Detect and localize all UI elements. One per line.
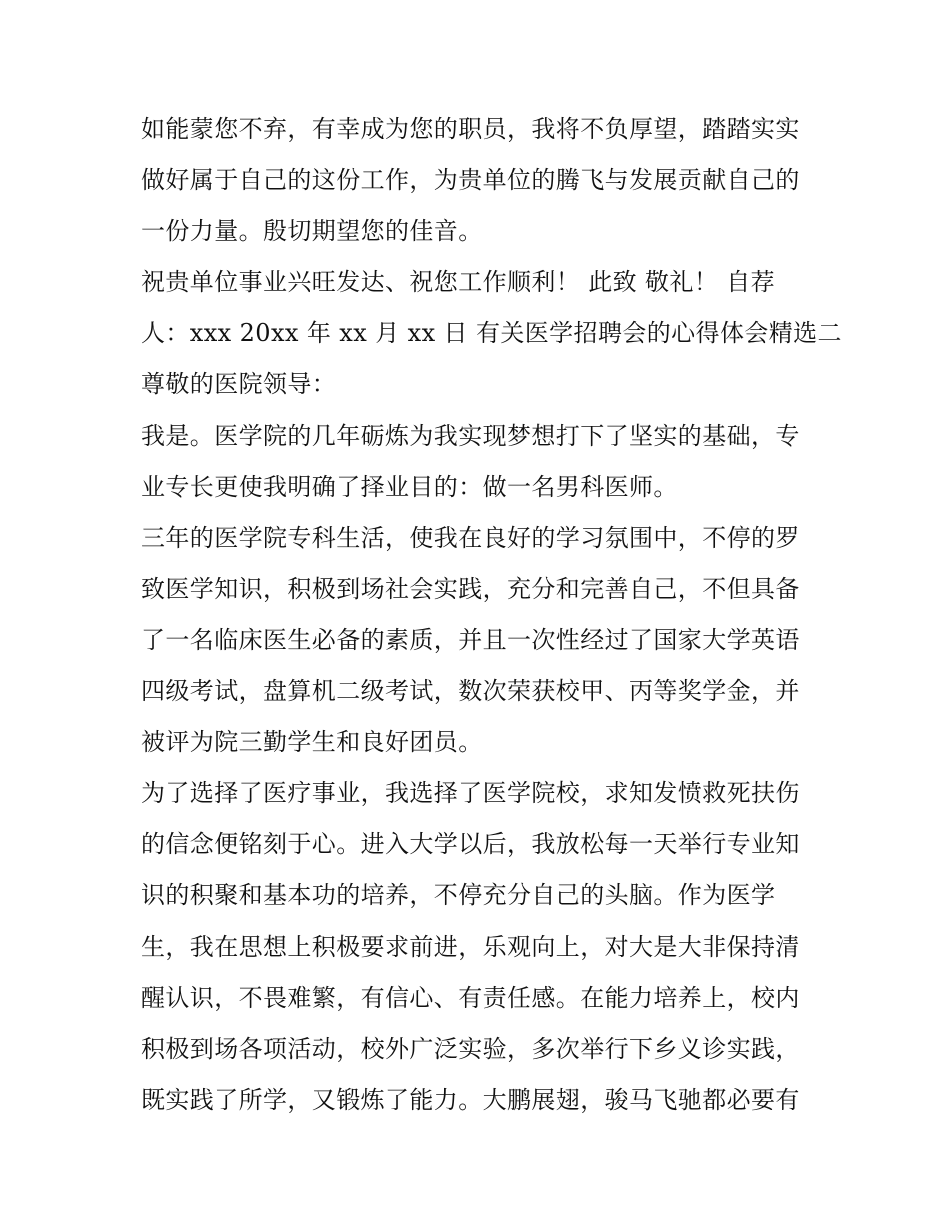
text-line: 识的积聚和基本功的培养，不停充分自己的头脑。作为医学: [141, 881, 776, 910]
text-line: 致医学知识，积极到场社会实践，充分和完善自己，不但具备: [141, 574, 800, 603]
text-line: 做好属于自己的这份工作，为贵单位的腾飞与发展贡献自己的: [141, 166, 800, 195]
text-line: 为了选择了医疗事业，我选择了医学院校，求知发愤救死扶伤: [141, 779, 800, 808]
text-line: 了一名临床医生必备的素质，并且一次性经过了国家大学英语: [141, 625, 800, 654]
text-line: 醒认识，不畏难繁，有信心、有责任感。在能力培养上，校内: [141, 983, 800, 1012]
text-line: 如能蒙您不弃，有幸成为您的职员，我将不负厚望，踏踏实实: [141, 115, 800, 143]
text-line: 四级考试，盘算机二级考试，数次荣获校甲、丙等奖学金，并: [141, 677, 800, 706]
text-line: 的信念便铭刻于心。进入大学以后，我放松每一天举行专业知: [141, 830, 800, 859]
text-line: 生，我在思想上积极要求前进，乐观向上，对大是大非保持清: [141, 932, 800, 961]
text-line: 一份力量。殷切期望您的佳音。: [141, 217, 483, 246]
text-line: 积极到场各项活动，校外广泛实验，多次举行下乡义诊实践，: [141, 1034, 800, 1063]
text-line: 我是。医学院的几年砺炼为我实现梦想打下了坚实的基础，专: [141, 421, 800, 450]
text-line: 被评为院三勤学生和良好团员。: [141, 728, 483, 757]
text-line: 业专长更使我明确了择业目的：做一名男科医师。: [141, 472, 678, 501]
text-line: 尊敬的医院领导：: [141, 370, 337, 399]
text-line: 人：xxx 20xx 年 xx 月 xx 日 有关医学招聘会的心得体会精选二: [141, 319, 842, 348]
text-line: 三年的医学院专科生活，使我在良好的学习氛围中，不停的罗: [141, 523, 800, 552]
body-text: [141, 104, 842, 1126]
text-line: 既实践了所学，又锻炼了能力。大鹏展翅，骏马飞驰都必要有: [141, 1085, 800, 1114]
text-line: 祝贵单位事业兴旺发达、祝您工作顺利！ 此致 敬礼！ 自荐: [141, 268, 776, 297]
